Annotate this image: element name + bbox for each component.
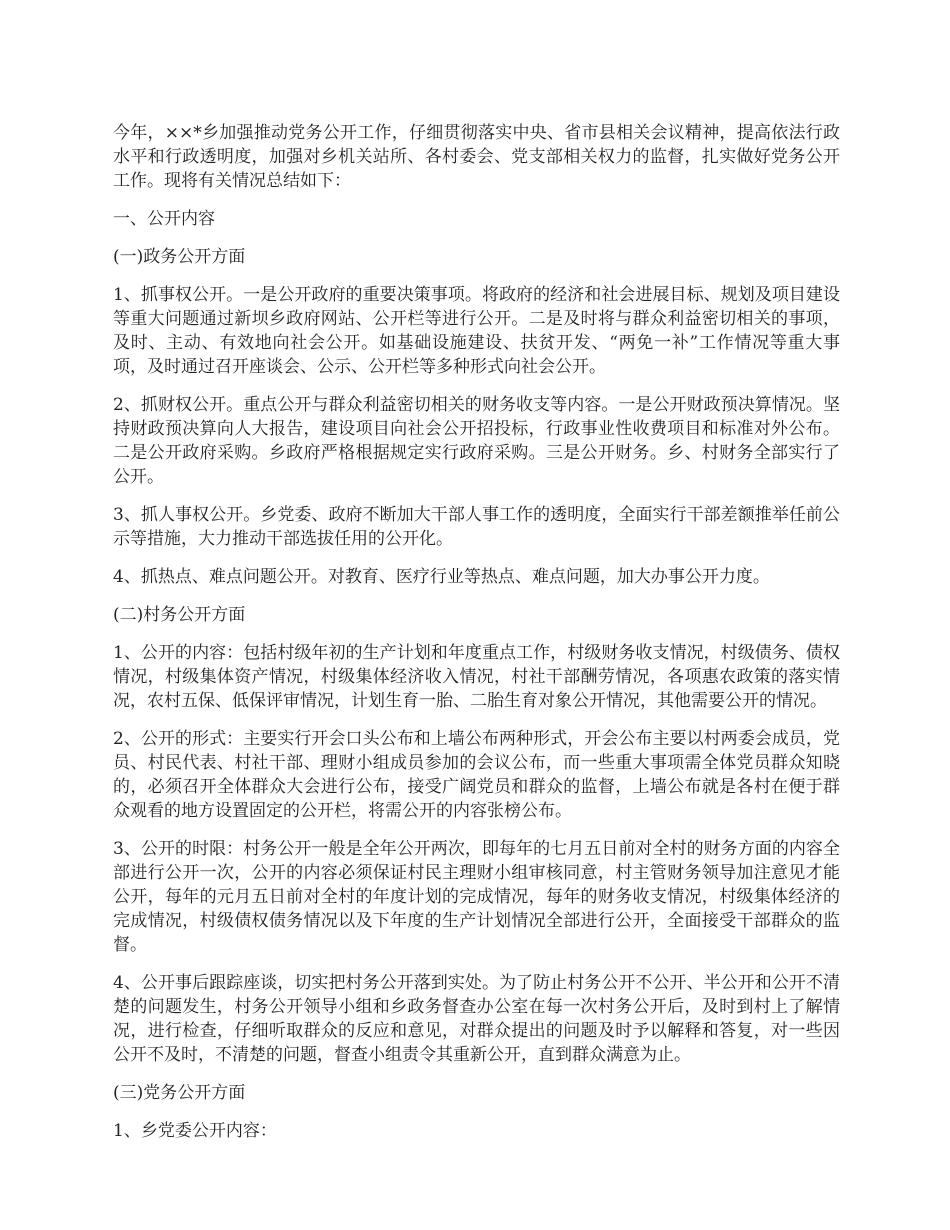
paragraph-village-timing: 3、公开的时限：村务公开一般是全年公开两次，即每年的七月五日前对全村的财务方面的内容全部进行公开一次，公开的内容必须保证村民主理财小组审核同意，村主管财务领导加注意见才能公开，每年的元月五日前对全村的年度计划的完成情况，每年的财务收支情况，村级集体经济的完成情况，村级债权债务情况以及下年度的生产计划情况全部进行公开，全面接受干部群众的监督。 <box>113 839 840 955</box>
paragraph-party-committee-content: 1、乡党委公开内容： <box>113 1121 277 1141</box>
paragraph-village-form: 2、公开的形式：主要实行开会口头公布和上墙公布两种形式，开会公布主要以村两委会成员，党员、村民代表、村社干部、理财小组成员参加的会议公布，而一些重大事项需全体党员群众知晓的，必须召开全体群众大会进行公布，接受广阔党员和群众的监督，上墙公布就是各村在便于群众观看的地方设置固定的公开栏，将需公开的内容张榜公布。 <box>113 729 840 821</box>
paragraph-village-content: 1、公开的内容：包括村级年初的生产计划和年度重点工作，村级财务收支情况，村级债务、债权情况，村级集体资产情况，村级集体经济收入情况，村社干部酬劳情况，各项惠农政策的落实情况，农村五保、低保评审情况，计划生育一胎、二胎生育对象公开情况，其他需要公开的情况。 <box>113 643 840 711</box>
paragraph-authority-disclosure: 1、抓事权公开。一是公开政府的重要决策事项。将政府的经济和社会进展目标、规划及项目建设等重大问题通过新坝乡政府网站、公开栏等进行公开。二是及时将与群众利益密切相关的事项，及时、主动、有效地向社会公开。如基础设施建设、扶贫开发、“两免一补”工作情况等重大事项，及时通过召开座谈会、公示、公开栏等多种形式向社会公开。 <box>113 285 840 377</box>
paragraph-hotspot-disclosure: 4、抓热点、难点问题公开。对教育、医疗行业等热点、难点问题，加大办事公开力度。 <box>113 567 770 587</box>
section-heading-public-content: 一、公开内容 <box>113 209 215 229</box>
paragraph-financial-disclosure: 2、抓财权公开。重点公开与群众利益密切相关的财务收支等内容。一是公开财政预决算情况。坚持财政预决算向人大报告，建设项目向社会公开招投标，行政事业性收费项目和标准对外公布。二是公开政府采购。乡政府严格根据规定实行政府采购。三是公开财务。乡、村财务全部实行了公开。 <box>113 395 840 487</box>
subsection-heading-village-affairs: (二)村务公开方面 <box>113 605 246 625</box>
subsection-heading-government-affairs: (一)政务公开方面 <box>113 247 246 267</box>
subsection-heading-party-affairs: (三)党务公开方面 <box>113 1083 246 1103</box>
document-body <box>113 121 840 1157</box>
paragraph-personnel-disclosure: 3、抓人事权公开。乡党委、政府不断加大干部人事工作的透明度，全面实行干部差额推举任前公示等措施，大力推动干部选拔任用的公开化。 <box>113 505 840 549</box>
intro-paragraph: 今年，××*乡加强推动党务公开工作，仔细贯彻落实中央、省市县相关会议精神，提高依法行政水平和行政透明度，加强对乡机关站所、各村委会、党支部相关权力的监督，扎实做好党务公开工作。现将有关情况总结如下： <box>113 123 840 191</box>
paragraph-village-followup: 4、公开事后跟踪座谈，切实把村务公开落到实处。为了防止村务公开不公开、半公开和公开不清楚的问题发生，村务公开领导小组和乡政务督查办公室在每一次村务公开后，及时到村上了解情况，进行检查，仔细听取群众的反应和意见，对群众提出的问题及时予以解释和答复，对一些因公开不及时，不清楚的问题，督查小组责令其重新公开，直到群众满意为止。 <box>113 973 840 1065</box>
